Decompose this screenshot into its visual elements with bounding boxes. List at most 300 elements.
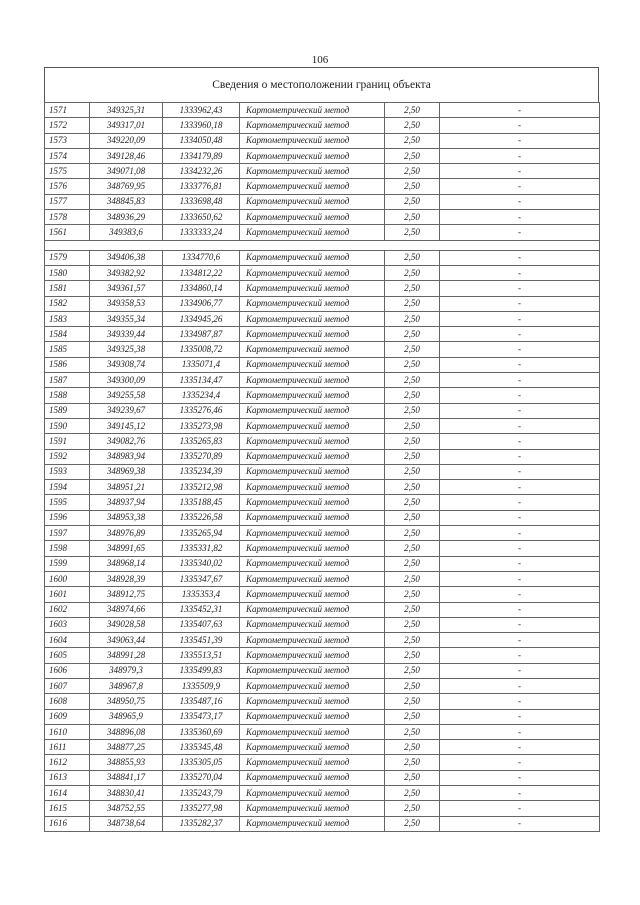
- coordinate-y-cell: 1335134,47: [163, 373, 240, 388]
- note-cell: -: [440, 678, 600, 693]
- method-cell: Картометрический метод: [240, 587, 385, 602]
- table-row: [45, 103, 600, 118]
- note-cell: -: [440, 210, 600, 225]
- note-cell: -: [440, 327, 600, 342]
- point-number-cell: 1609: [45, 709, 90, 724]
- note-cell: -: [440, 311, 600, 326]
- point-number-cell: 1573: [45, 133, 90, 148]
- accuracy-cell: 2,50: [385, 617, 440, 632]
- accuracy-cell: 2,50: [385, 265, 440, 280]
- method-cell: Картометрический метод: [240, 786, 385, 801]
- method-cell: Картометрический метод: [240, 179, 385, 194]
- coordinate-y-cell: 1335008,72: [163, 342, 240, 357]
- point-number-cell: 1601: [45, 587, 90, 602]
- point-number-cell: 1593: [45, 464, 90, 479]
- accuracy-cell: 2,50: [385, 327, 440, 342]
- point-number-cell: 1610: [45, 724, 90, 739]
- method-cell: Картометрический метод: [240, 694, 385, 709]
- method-cell: Картометрический метод: [240, 281, 385, 296]
- note-cell: -: [440, 179, 600, 194]
- method-cell: Картометрический метод: [240, 342, 385, 357]
- coordinate-y-cell: 1335265,94: [163, 526, 240, 541]
- table-row: [45, 770, 600, 785]
- note-cell: -: [440, 133, 600, 148]
- coordinate-x-cell: 348841,17: [90, 770, 163, 785]
- coordinate-x-cell: 348928,39: [90, 571, 163, 586]
- coordinate-y-cell: 1335071,4: [163, 357, 240, 372]
- method-cell: Картометрический метод: [240, 571, 385, 586]
- accuracy-cell: 2,50: [385, 296, 440, 311]
- point-number-cell: 1584: [45, 327, 90, 342]
- coordinate-y-cell: 1333962,43: [163, 103, 240, 118]
- point-number-cell: 1576: [45, 179, 90, 194]
- point-number-cell: 1590: [45, 418, 90, 433]
- coordinate-x-cell: 348976,89: [90, 526, 163, 541]
- table-row: [45, 663, 600, 678]
- table-row: [45, 133, 600, 148]
- note-cell: -: [440, 694, 600, 709]
- coordinate-x-cell: 349063,44: [90, 633, 163, 648]
- table-row: [45, 633, 600, 648]
- coordinate-x-cell: 349383,6: [90, 225, 163, 240]
- contour-separator-row: [45, 240, 600, 250]
- note-cell: -: [440, 755, 600, 770]
- table-row: [45, 281, 600, 296]
- table-row: [45, 327, 600, 342]
- coordinate-x-cell: 349300,09: [90, 373, 163, 388]
- point-number-cell: 1575: [45, 164, 90, 179]
- point-number-cell: 1583: [45, 311, 90, 326]
- coordinate-y-cell: 1333776,81: [163, 179, 240, 194]
- method-cell: Картометрический метод: [240, 648, 385, 663]
- accuracy-cell: 2,50: [385, 526, 440, 541]
- note-cell: -: [440, 633, 600, 648]
- note-cell: -: [440, 724, 600, 739]
- method-cell: Картометрический метод: [240, 164, 385, 179]
- coordinate-x-cell: 348967,8: [90, 678, 163, 693]
- accuracy-cell: 2,50: [385, 786, 440, 801]
- coordinate-y-cell: 1335188,45: [163, 495, 240, 510]
- table-row: [45, 648, 600, 663]
- note-cell: -: [440, 281, 600, 296]
- note-cell: -: [440, 648, 600, 663]
- coordinate-y-cell: 1335277,98: [163, 801, 240, 816]
- accuracy-cell: 2,50: [385, 648, 440, 663]
- table-row: [45, 179, 600, 194]
- table-row: [45, 755, 600, 770]
- point-number-cell: 1603: [45, 617, 90, 632]
- accuracy-cell: 2,50: [385, 250, 440, 265]
- point-number-cell: 1579: [45, 250, 90, 265]
- accuracy-cell: 2,50: [385, 118, 440, 133]
- accuracy-cell: 2,50: [385, 342, 440, 357]
- coordinate-x-cell: 349308,74: [90, 357, 163, 372]
- accuracy-cell: 2,50: [385, 541, 440, 556]
- coordinate-y-cell: 1335212,98: [163, 480, 240, 495]
- point-number-cell: 1612: [45, 755, 90, 770]
- coordinate-x-cell: 348937,94: [90, 495, 163, 510]
- table-row: [45, 709, 600, 724]
- table-row: [45, 694, 600, 709]
- note-cell: -: [440, 265, 600, 280]
- contour-separator-cell: [45, 240, 600, 250]
- accuracy-cell: 2,50: [385, 709, 440, 724]
- coordinate-x-cell: 349358,53: [90, 296, 163, 311]
- method-cell: Картометрический метод: [240, 801, 385, 816]
- coordinate-x-cell: 349071,08: [90, 164, 163, 179]
- table-row: [45, 311, 600, 326]
- coordinate-y-cell: 1335353,4: [163, 587, 240, 602]
- coordinate-y-cell: 1335360,69: [163, 724, 240, 739]
- method-cell: Картометрический метод: [240, 724, 385, 739]
- coordinate-y-cell: 1335451,39: [163, 633, 240, 648]
- table-row: [45, 148, 600, 163]
- table-row: [45, 265, 600, 280]
- accuracy-cell: 2,50: [385, 755, 440, 770]
- coordinate-y-cell: 1334945,26: [163, 311, 240, 326]
- method-cell: Картометрический метод: [240, 265, 385, 280]
- note-cell: -: [440, 194, 600, 209]
- accuracy-cell: 2,50: [385, 281, 440, 296]
- table-row: [45, 342, 600, 357]
- table-row: [45, 678, 600, 693]
- note-cell: -: [440, 225, 600, 240]
- coordinate-y-cell: 1333333,24: [163, 225, 240, 240]
- table-row: [45, 526, 600, 541]
- coordinate-y-cell: 1335347,67: [163, 571, 240, 586]
- accuracy-cell: 2,50: [385, 179, 440, 194]
- table-row: [45, 724, 600, 739]
- note-cell: -: [440, 510, 600, 525]
- coordinate-y-cell: 1335305,05: [163, 755, 240, 770]
- note-cell: -: [440, 587, 600, 602]
- accuracy-cell: 2,50: [385, 164, 440, 179]
- accuracy-cell: 2,50: [385, 694, 440, 709]
- accuracy-cell: 2,50: [385, 103, 440, 118]
- note-cell: -: [440, 663, 600, 678]
- accuracy-cell: 2,50: [385, 571, 440, 586]
- accuracy-cell: 2,50: [385, 480, 440, 495]
- accuracy-cell: 2,50: [385, 388, 440, 403]
- coordinate-x-cell: 348769,95: [90, 179, 163, 194]
- method-cell: Картометрический метод: [240, 464, 385, 479]
- table-row: [45, 357, 600, 372]
- note-cell: -: [440, 617, 600, 632]
- point-number-cell: 1571: [45, 103, 90, 118]
- coordinate-x-cell: 348991,28: [90, 648, 163, 663]
- method-cell: Картометрический метод: [240, 480, 385, 495]
- coordinate-y-cell: 1334906,77: [163, 296, 240, 311]
- note-cell: -: [440, 786, 600, 801]
- coordinate-x-cell: 348896,08: [90, 724, 163, 739]
- accuracy-cell: 2,50: [385, 418, 440, 433]
- accuracy-cell: 2,50: [385, 403, 440, 418]
- table-row: [45, 194, 600, 209]
- note-cell: -: [440, 388, 600, 403]
- coordinate-y-cell: 1334232,26: [163, 164, 240, 179]
- method-cell: Картометрический метод: [240, 311, 385, 326]
- note-cell: -: [440, 434, 600, 449]
- note-cell: -: [440, 770, 600, 785]
- coordinate-x-cell: 348974,66: [90, 602, 163, 617]
- method-cell: Картометрический метод: [240, 194, 385, 209]
- table-row: [45, 510, 600, 525]
- accuracy-cell: 2,50: [385, 663, 440, 678]
- point-number-cell: 1581: [45, 281, 90, 296]
- coordinates-table-body: [45, 103, 600, 832]
- coordinate-y-cell: 1335276,46: [163, 403, 240, 418]
- point-number-cell: 1586: [45, 357, 90, 372]
- coordinate-y-cell: 1334179,89: [163, 148, 240, 163]
- accuracy-cell: 2,50: [385, 311, 440, 326]
- coordinate-x-cell: 348968,14: [90, 556, 163, 571]
- coordinate-x-cell: 348969,38: [90, 464, 163, 479]
- accuracy-cell: 2,50: [385, 556, 440, 571]
- method-cell: Картометрический метод: [240, 225, 385, 240]
- accuracy-cell: 2,50: [385, 510, 440, 525]
- method-cell: Картометрический метод: [240, 678, 385, 693]
- coordinate-x-cell: 348983,94: [90, 449, 163, 464]
- point-number-cell: 1585: [45, 342, 90, 357]
- method-cell: Картометрический метод: [240, 510, 385, 525]
- coordinate-x-cell: 349325,38: [90, 342, 163, 357]
- note-cell: -: [440, 495, 600, 510]
- point-number-cell: 1611: [45, 740, 90, 755]
- note-cell: -: [440, 480, 600, 495]
- method-cell: Картометрический метод: [240, 250, 385, 265]
- table-row: [45, 541, 600, 556]
- method-cell: Картометрический метод: [240, 434, 385, 449]
- coordinate-x-cell: 348912,75: [90, 587, 163, 602]
- coordinate-x-cell: 349339,44: [90, 327, 163, 342]
- note-cell: -: [440, 801, 600, 816]
- note-cell: -: [440, 164, 600, 179]
- point-number-cell: 1595: [45, 495, 90, 510]
- note-cell: -: [440, 373, 600, 388]
- method-cell: Картометрический метод: [240, 403, 385, 418]
- note-cell: -: [440, 464, 600, 479]
- accuracy-cell: 2,50: [385, 225, 440, 240]
- point-number-cell: 1599: [45, 556, 90, 571]
- point-number-cell: 1594: [45, 480, 90, 495]
- method-cell: Картометрический метод: [240, 373, 385, 388]
- note-cell: -: [440, 526, 600, 541]
- point-number-cell: 1606: [45, 663, 90, 678]
- table-row: [45, 373, 600, 388]
- section-title: Сведения о местоположении границ объекта: [44, 67, 599, 102]
- coordinate-y-cell: 1335340,02: [163, 556, 240, 571]
- accuracy-cell: 2,50: [385, 602, 440, 617]
- note-cell: -: [440, 571, 600, 586]
- note-cell: -: [440, 449, 600, 464]
- coordinate-y-cell: 1333960,18: [163, 118, 240, 133]
- table-row: [45, 556, 600, 571]
- accuracy-cell: 2,50: [385, 194, 440, 209]
- method-cell: Картометрический метод: [240, 541, 385, 556]
- method-cell: Картометрический метод: [240, 296, 385, 311]
- coordinate-x-cell: 348830,41: [90, 786, 163, 801]
- point-number-cell: 1615: [45, 801, 90, 816]
- table-row: [45, 225, 600, 240]
- note-cell: -: [440, 250, 600, 265]
- point-number-cell: 1582: [45, 296, 90, 311]
- coordinate-y-cell: 1335331,82: [163, 541, 240, 556]
- table-row: [45, 250, 600, 265]
- point-number-cell: 1589: [45, 403, 90, 418]
- coordinate-y-cell: 1334812,22: [163, 265, 240, 280]
- accuracy-cell: 2,50: [385, 724, 440, 739]
- coordinate-y-cell: 1335282,37: [163, 816, 240, 831]
- method-cell: Картометрический метод: [240, 449, 385, 464]
- table-row: [45, 480, 600, 495]
- coordinate-y-cell: 1335273,98: [163, 418, 240, 433]
- method-cell: Картометрический метод: [240, 526, 385, 541]
- point-number-cell: 1580: [45, 265, 90, 280]
- coordinate-x-cell: 349028,58: [90, 617, 163, 632]
- accuracy-cell: 2,50: [385, 434, 440, 449]
- coordinate-y-cell: 1334050,48: [163, 133, 240, 148]
- coordinate-x-cell: 349255,58: [90, 388, 163, 403]
- coordinate-x-cell: 349325,31: [90, 103, 163, 118]
- coordinate-x-cell: 349082,76: [90, 434, 163, 449]
- table-row: [45, 587, 600, 602]
- coordinate-y-cell: 1335473,17: [163, 709, 240, 724]
- coordinate-y-cell: 1334770,6: [163, 250, 240, 265]
- point-number-cell: 1613: [45, 770, 90, 785]
- accuracy-cell: 2,50: [385, 495, 440, 510]
- table-row: [45, 296, 600, 311]
- accuracy-cell: 2,50: [385, 740, 440, 755]
- table-row: [45, 388, 600, 403]
- accuracy-cell: 2,50: [385, 801, 440, 816]
- boundary-sheet: [44, 67, 599, 832]
- point-number-cell: 1608: [45, 694, 90, 709]
- coordinate-y-cell: 1334860,14: [163, 281, 240, 296]
- point-number-cell: 1577: [45, 194, 90, 209]
- coordinate-y-cell: 1335513,51: [163, 648, 240, 663]
- coordinate-y-cell: 1335509,9: [163, 678, 240, 693]
- point-number-cell: 1574: [45, 148, 90, 163]
- coordinate-y-cell: 1335270,04: [163, 770, 240, 785]
- table-row: [45, 495, 600, 510]
- note-cell: -: [440, 357, 600, 372]
- coordinate-x-cell: 348855,93: [90, 755, 163, 770]
- accuracy-cell: 2,50: [385, 770, 440, 785]
- coordinate-y-cell: 1335345,48: [163, 740, 240, 755]
- coordinate-y-cell: 1333650,62: [163, 210, 240, 225]
- coordinate-y-cell: 1335234,39: [163, 464, 240, 479]
- coordinate-x-cell: 348936,29: [90, 210, 163, 225]
- coordinate-x-cell: 349145,12: [90, 418, 163, 433]
- point-number-cell: 1607: [45, 678, 90, 693]
- coordinate-x-cell: 348950,75: [90, 694, 163, 709]
- coordinate-x-cell: 348752,55: [90, 801, 163, 816]
- method-cell: Картометрический метод: [240, 210, 385, 225]
- coordinate-x-cell: 349355,34: [90, 311, 163, 326]
- accuracy-cell: 2,50: [385, 678, 440, 693]
- method-cell: Картометрический метод: [240, 770, 385, 785]
- table-row: [45, 786, 600, 801]
- coordinate-x-cell: 348965,9: [90, 709, 163, 724]
- table-row: [45, 740, 600, 755]
- coordinate-y-cell: 1335226,58: [163, 510, 240, 525]
- coordinate-x-cell: 349239,67: [90, 403, 163, 418]
- method-cell: Картометрический метод: [240, 556, 385, 571]
- point-number-cell: 1600: [45, 571, 90, 586]
- note-cell: -: [440, 816, 600, 831]
- point-number-cell: 1598: [45, 541, 90, 556]
- coordinate-x-cell: 349361,57: [90, 281, 163, 296]
- accuracy-cell: 2,50: [385, 449, 440, 464]
- method-cell: Картометрический метод: [240, 357, 385, 372]
- coordinate-x-cell: 349317,01: [90, 118, 163, 133]
- point-number-cell: 1614: [45, 786, 90, 801]
- point-number-cell: 1587: [45, 373, 90, 388]
- note-cell: -: [440, 541, 600, 556]
- point-number-cell: 1597: [45, 526, 90, 541]
- accuracy-cell: 2,50: [385, 357, 440, 372]
- note-cell: -: [440, 296, 600, 311]
- coordinate-x-cell: 348951,21: [90, 480, 163, 495]
- coordinate-x-cell: 349406,38: [90, 250, 163, 265]
- table-row: [45, 118, 600, 133]
- point-number-cell: 1602: [45, 602, 90, 617]
- table-row: [45, 164, 600, 179]
- note-cell: -: [440, 148, 600, 163]
- coordinate-y-cell: 1335270,89: [163, 449, 240, 464]
- coordinate-x-cell: 349382,92: [90, 265, 163, 280]
- coordinate-x-cell: 348738,64: [90, 816, 163, 831]
- method-cell: Картометрический метод: [240, 740, 385, 755]
- table-row: [45, 434, 600, 449]
- method-cell: Картометрический метод: [240, 663, 385, 678]
- accuracy-cell: 2,50: [385, 148, 440, 163]
- method-cell: Картометрический метод: [240, 633, 385, 648]
- method-cell: Картометрический метод: [240, 816, 385, 831]
- point-number-cell: 1572: [45, 118, 90, 133]
- coordinate-y-cell: 1335265,83: [163, 434, 240, 449]
- coordinate-x-cell: 349128,46: [90, 148, 163, 163]
- accuracy-cell: 2,50: [385, 133, 440, 148]
- coordinate-x-cell: 348979,3: [90, 663, 163, 678]
- note-cell: -: [440, 103, 600, 118]
- coordinate-y-cell: 1333698,48: [163, 194, 240, 209]
- accuracy-cell: 2,50: [385, 816, 440, 831]
- accuracy-cell: 2,50: [385, 210, 440, 225]
- note-cell: -: [440, 740, 600, 755]
- coordinate-y-cell: 1334987,87: [163, 327, 240, 342]
- accuracy-cell: 2,50: [385, 633, 440, 648]
- table-row: [45, 210, 600, 225]
- point-number-cell: 1605: [45, 648, 90, 663]
- table-row: [45, 602, 600, 617]
- table-row: [45, 449, 600, 464]
- note-cell: -: [440, 342, 600, 357]
- coordinate-x-cell: 349220,09: [90, 133, 163, 148]
- method-cell: Картометрический метод: [240, 709, 385, 724]
- accuracy-cell: 2,50: [385, 587, 440, 602]
- method-cell: Картометрический метод: [240, 327, 385, 342]
- table-row: [45, 617, 600, 632]
- point-number-cell: 1588: [45, 388, 90, 403]
- point-number-cell: 1596: [45, 510, 90, 525]
- point-number-cell: 1591: [45, 434, 90, 449]
- page-number: 106: [311, 54, 329, 66]
- note-cell: -: [440, 118, 600, 133]
- point-number-cell: 1561: [45, 225, 90, 240]
- table-row: [45, 418, 600, 433]
- method-cell: Картометрический метод: [240, 148, 385, 163]
